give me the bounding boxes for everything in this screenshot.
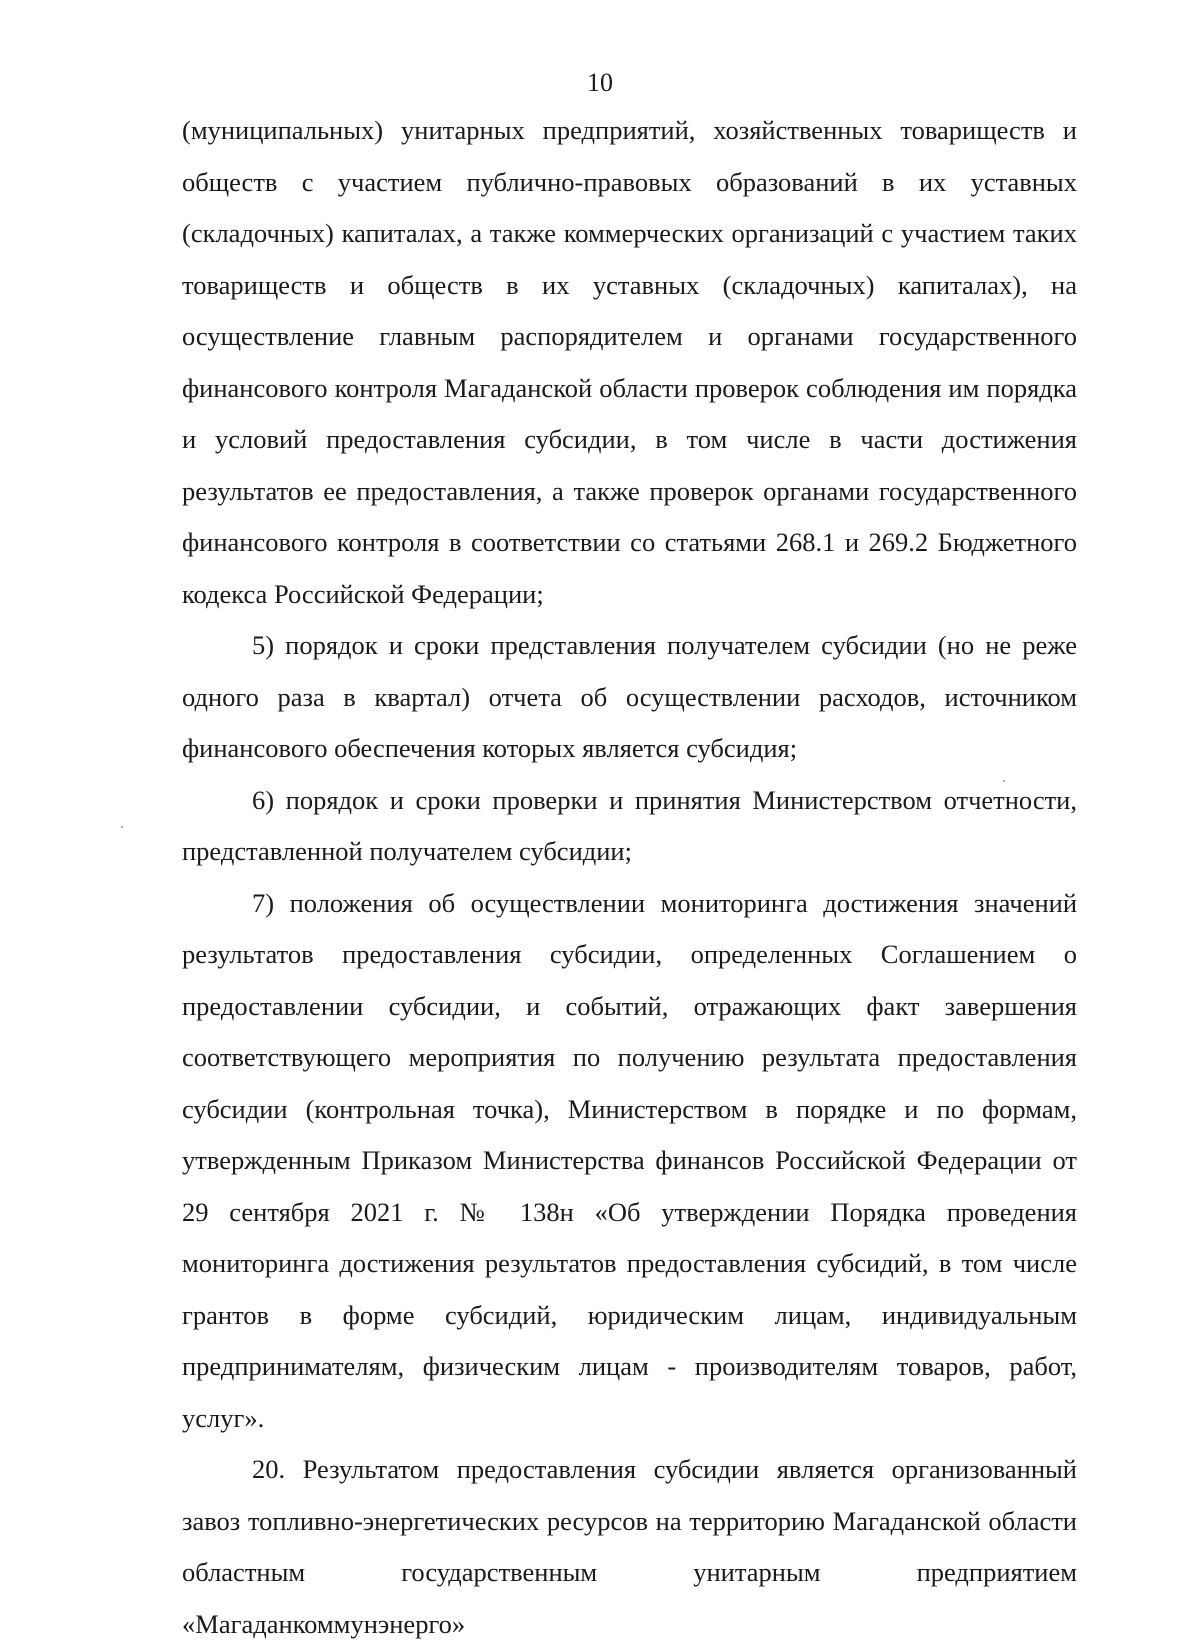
- document-body: [182, 105, 1077, 1650]
- paragraph-clause-20: 20. Результатом предоставления субсидии является организованный завоз топливно-энергетических ресурсов на территорию Магаданской области областным государственным унитарным предприятием «Магаданкоммунэнерго»: [182, 1454, 1077, 1639]
- scan-speck: [121, 826, 123, 828]
- page-number: 10: [587, 68, 613, 97]
- paragraph-intro: (муниципальных) унитарных предприятий, хозяйственных товариществ и обществ с участием публично-правовых образований в их уставных (складочных) капиталах, а также коммерческих организаций с участием таких товариществ и обществ в их уставных (складочных) капиталах), на осуществление главным распорядителем и органами государственного финансового контроля Магаданской области проверок соблюдения им порядка и условий предоставления субсидии, в том числе в части достижения результатов ее предоставления, а также проверок органами государственного финансового контроля в соответствии со статьями 268.1 и 269.2 Бюджетного кодекса Российской Федерации;: [182, 115, 1077, 609]
- paragraph-item-7: 7) положения об осуществлении мониторинга достижения значений результатов предоставления субсидии, определенных Соглашением о предоставлении субсидии, и событий, отражающих факт завершения соответствующего мероприятия по получению результата предоставления субсидии (контрольная точка), Министерством в порядке и по формам, утвержденным Приказом Министерства финансов Российской Федерации от 29 сентября 2021 г. № 138н «Об утверждении Порядка проведения мониторинга достижения результатов предоставления субсидий, в том числе грантов в форме субсидий, юридическим лицам, индивидуальным предпринимателям, физическим лицам - производителям товаров, работ, услуг».: [182, 887, 1077, 1433]
- paragraph-item-5: 5) порядок и сроки представления получателем субсидии (но не реже одного раза в квартал) отчета об осуществлении расходов, источником финансового обеспечения которых является субсидия;: [182, 630, 1077, 763]
- scan-speck: [1003, 780, 1005, 782]
- paragraph-item-6: 6) порядок и сроки проверки и принятия Министерством отчетности, представленной получателем субсидии;: [182, 784, 1077, 866]
